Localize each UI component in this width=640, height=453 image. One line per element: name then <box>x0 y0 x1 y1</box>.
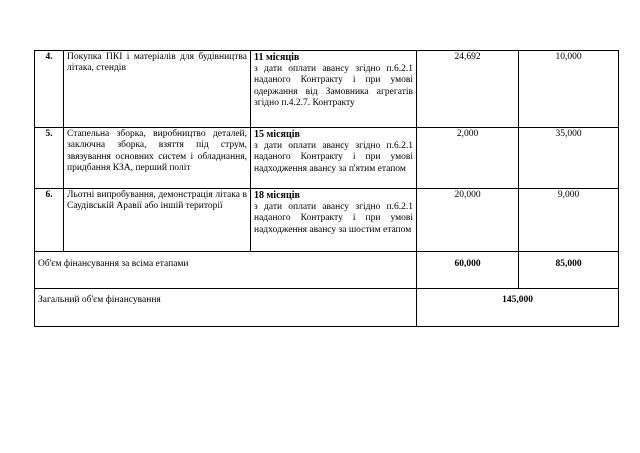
stage-value-b: 35,000 <box>519 128 619 189</box>
term-duration: 15 місяців <box>254 129 300 140</box>
grand-total-row <box>35 289 619 327</box>
stage-value-b: 9,000 <box>519 189 619 252</box>
stage-description: Стапельна зборка, виробництво деталей, заключна зборка, взяття під струм, звязування основних систем і обладнання, придбання КЗА, перший політ <box>64 128 251 189</box>
financing-table <box>34 50 619 327</box>
stage-term <box>251 189 417 252</box>
stage-term <box>251 51 417 128</box>
grand-total-label: Загальний об'єм фінансування <box>35 289 417 327</box>
stage-term <box>251 128 417 189</box>
stage-description: Покупка ПКІ і матеріалів для будівництва літака, стендів <box>64 51 251 128</box>
table-row <box>35 128 619 189</box>
summary-value-b: 85,000 <box>519 252 619 289</box>
grand-total-value: 145,000 <box>417 289 619 327</box>
stage-number: 4. <box>35 51 64 128</box>
stage-number: 5. <box>35 128 64 189</box>
term-condition: з дати оплати авансу згідно п.6.2.1 наданого Контракту і при умові одержання від Замовника агрегатів згідно п.4.2.7. Контракту <box>254 64 413 108</box>
stage-description: Льотні випробування, демонстрація літака в Саудівській Аравії або іншій території <box>64 189 251 252</box>
term-condition: з дати оплати авансу згідно п.6.2.1 наданого Контракту і при умові надходження авансу за шостим етапом <box>254 202 413 235</box>
term-condition: з дати оплати авансу згідно п.6.2.1 наданого Контракту і при умові надходження авансу за п'ятим етапом <box>254 141 413 174</box>
table-row <box>35 51 619 128</box>
table-row <box>35 189 619 252</box>
summary-value-a: 60,000 <box>417 252 519 289</box>
stage-value-a: 20,000 <box>417 189 519 252</box>
term-duration: 18 місяців <box>254 190 300 201</box>
summary-label: Об'єм фінансування за всіма етапами <box>35 252 417 289</box>
stage-value-b: 10,000 <box>519 51 619 128</box>
stage-number: 6. <box>35 189 64 252</box>
stage-value-a: 24,692 <box>417 51 519 128</box>
term-duration: 11 місяців <box>254 52 300 63</box>
stage-value-a: 2,000 <box>417 128 519 189</box>
summary-row <box>35 252 619 289</box>
